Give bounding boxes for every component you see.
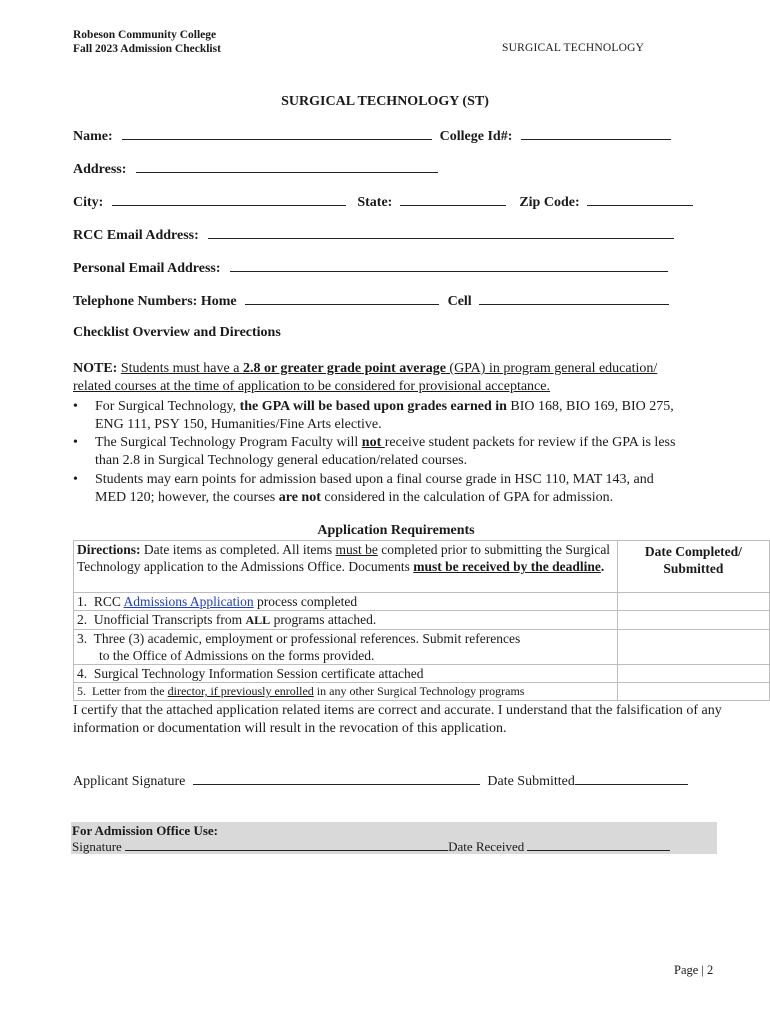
item-text: Letter from the [92,684,168,698]
requirement-item [74,593,618,611]
state-field[interactable] [400,193,506,206]
bullet-text: BIO 168, BIO 169, BIO 275, [506,399,674,414]
bullet-text: Students may earn points for admission based upon a final course grade in HSC 110, MAT 143, and [95,472,654,487]
directions-period: . [600,559,605,574]
bullet-icon: • [73,435,78,450]
item-text: to the Office of Admissions on the forms provided. [99,648,375,663]
address-field[interactable] [136,160,438,173]
rcc-email-label: RCC Email Address: [73,228,199,243]
city-row [73,193,693,211]
office-signature-field[interactable] [125,838,448,851]
bullet-text: than 2.8 in Surgical Technology general education/related courses. [95,453,468,468]
date-received-field[interactable] [527,838,670,851]
date-cell[interactable] [617,630,769,665]
office-use-box [71,822,717,854]
directions-must-be: must be [335,542,378,557]
item-number: 4. [77,666,88,681]
bullet-bold: the GPA will be based upon grades earned in [239,399,507,414]
header-checklist: Fall 2023 Admission Checklist [73,43,221,55]
certification-text: I certify that the attached application related items are correct and accurate. I understand that the falsification of any information or documentation will result in the revocation of this application. [73,703,722,736]
directions-cell [74,541,618,593]
bullet-text: The Surgical Technology Program Faculty will [95,435,362,450]
college-id-label: College Id#: [439,129,513,144]
note-gpa: 2.8 or greater grade point average [242,361,446,376]
checklist-heading: Checklist Overview and Directions [73,325,281,340]
cell-field[interactable] [479,292,669,305]
page-number: Page | 2 [674,963,714,977]
table-row [74,683,770,701]
item-text: Three (3) academic, employment or professional references. Submit references [93,631,521,646]
date-cell[interactable] [617,611,769,630]
telephone-row [73,292,669,310]
header-college: Robeson Community College [73,29,217,41]
personal-email-row [73,259,668,277]
item-text: in any other Surgical Technology programs [313,684,525,698]
applicant-signature-field[interactable] [193,772,480,785]
cell-label: Cell [447,294,472,309]
bullet-text: considered in the calculation of GPA for admission. [320,490,614,505]
page-title: SURGICAL TECHNOLOGY (ST) [281,94,489,109]
date-completed-header: Date Completed/ Submitted [617,541,769,593]
address-row [73,160,438,178]
item-text: process completed [253,594,358,609]
office-signature-label: Signature [72,839,122,854]
admissions-application-link[interactable]: Admissions Application [123,594,254,609]
requirements-table [73,540,770,701]
bullet-text: MED 120; however, the courses [95,490,279,505]
item-number: 1. [77,594,88,609]
state-label: State: [357,195,393,210]
table-row [74,630,770,665]
personal-email-field[interactable] [230,259,668,272]
item-underlined: director, if previously enrolled [167,684,314,698]
table-row [74,611,770,630]
date-submitted-label: Date Submitted [487,774,575,789]
college-id-field[interactable] [521,127,671,140]
header-program: SURGICAL TECHNOLOGY [502,42,645,54]
bullet-text: receive student packets for review if the GPA is less [384,435,676,450]
directions-deadline: must be received by the deadline [413,559,601,574]
item-text: Unofficial Transcripts from [93,612,246,627]
table-row [74,541,770,593]
date-cell[interactable] [617,593,769,611]
item-text: programs attached. [270,612,377,627]
rcc-email-field[interactable] [208,226,674,239]
applicant-signature-row [73,772,688,790]
note-text-1: Students must have a [120,361,243,376]
telephone-home-field[interactable] [245,292,439,305]
item-strong: ALL [245,613,271,627]
item-text: Surgical Technology Information Session certificate attached [93,666,424,681]
personal-email-label: Personal Email Address: [73,261,221,276]
bullet-icon: • [73,472,78,487]
table-row [74,593,770,611]
telephone-home-label: Telephone Numbers: Home [73,294,237,309]
office-use-heading: For Admission Office Use: [72,823,218,838]
note-label: NOTE: [73,361,118,376]
item-number: 3. [77,631,88,646]
note-block [73,360,713,396]
note-text-2: (GPA) in program general education/ [445,361,658,376]
bullet-bold: are not [278,490,321,505]
date-submitted-field[interactable] [575,772,688,785]
directions-text: Date items as completed. All items [140,542,336,557]
requirement-item [74,611,618,630]
item-number: 2. [77,612,88,627]
bullet-bold: not [361,435,385,450]
bullet-icon: • [73,399,78,414]
date-cell[interactable] [617,665,769,683]
requirements-heading: Application Requirements [317,523,475,538]
city-field[interactable] [112,193,346,206]
note-text-3: related courses at the time of application to be considered for provisional acceptance. [73,379,550,394]
applicant-signature-label: Applicant Signature [73,774,186,789]
date-received-label: Date Received [448,839,525,854]
requirement-item [74,630,618,665]
office-signature-row [72,838,670,855]
name-field[interactable] [122,127,432,140]
item-number: 5. [77,684,86,698]
bullet-text: ENG 111, PSY 150, Humanities/Fine Arts elective. [95,417,382,432]
address-label: Address: [73,162,127,177]
zip-label: Zip Code: [519,195,580,210]
rcc-email-row [73,226,674,244]
city-label: City: [73,195,104,210]
name-row [73,127,671,145]
directions-text: completed prior to submitting the Surgical Technology application to the Admissions Office. Documents [77,542,611,574]
bullet-text: For Surgical Technology, [95,399,240,414]
zip-field[interactable] [587,193,693,206]
requirement-item [74,665,618,683]
requirement-item [74,683,618,701]
item-text: RCC [93,594,124,609]
date-cell[interactable] [617,683,769,701]
name-label: Name: [73,129,113,144]
directions-label: Directions: [77,542,141,557]
table-row [74,665,770,683]
